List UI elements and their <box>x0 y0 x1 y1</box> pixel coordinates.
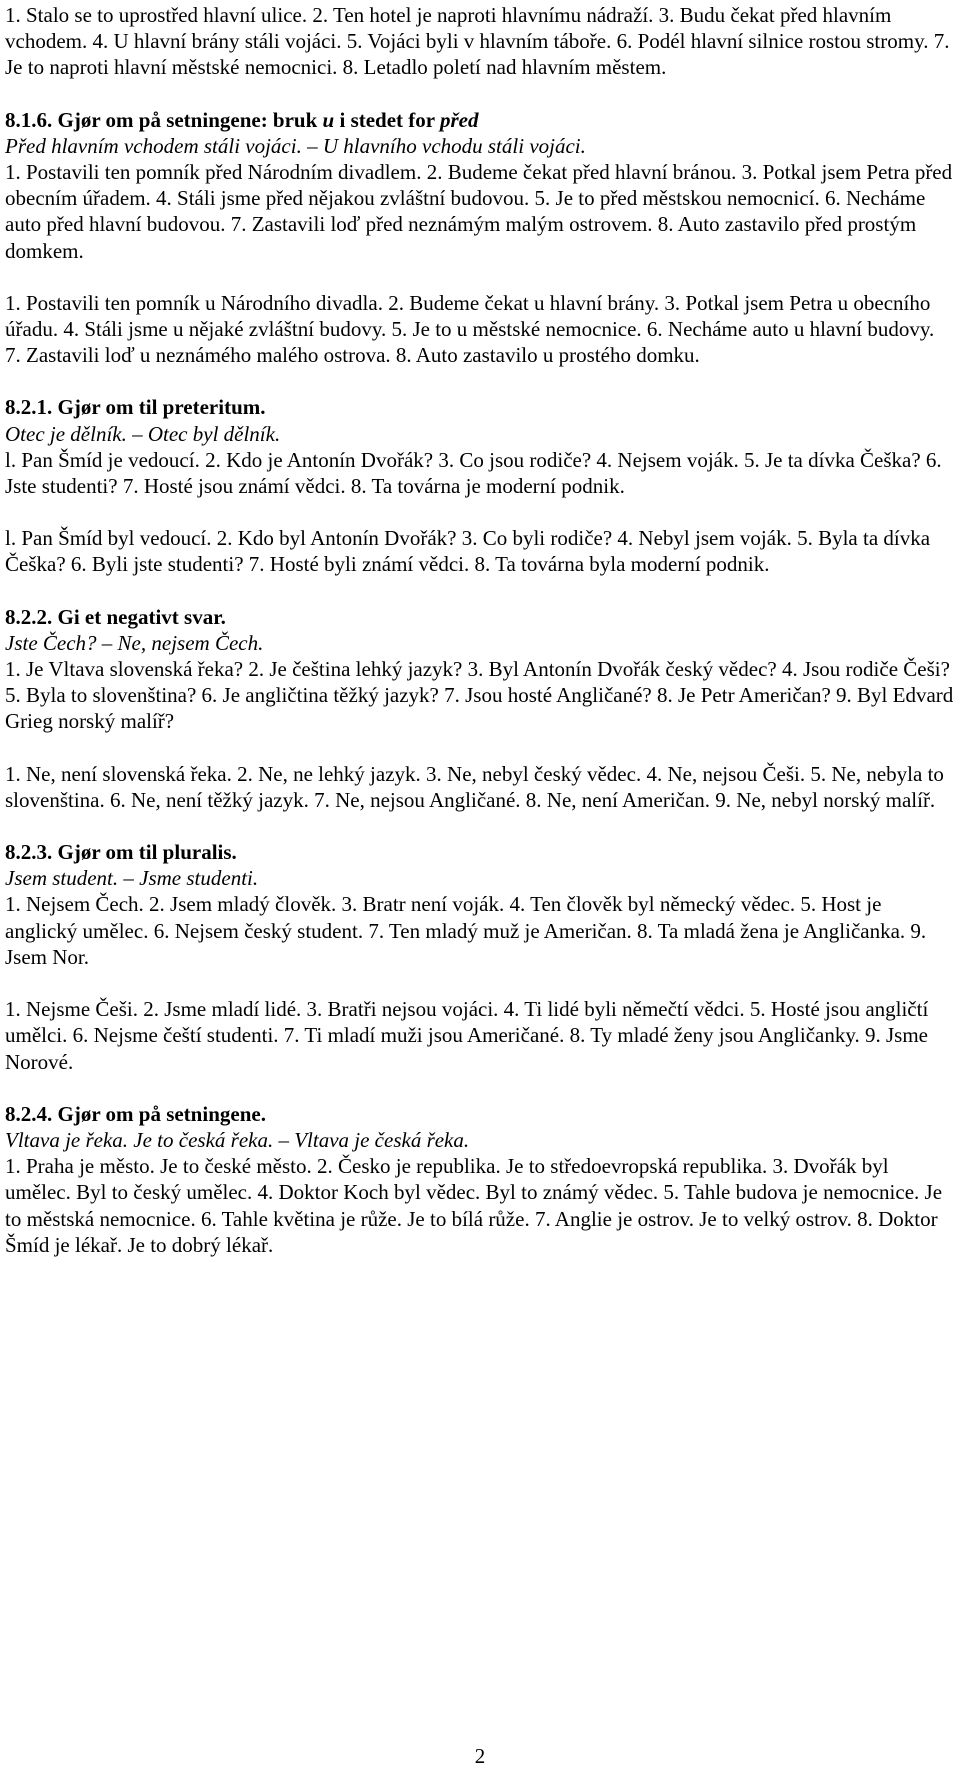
section-8-2-1-heading: 8.2.1. Gjør om til preteritum. <box>5 395 266 420</box>
section-8-2-1-example: Otec je dělník. – Otec byl dělník. <box>5 421 281 446</box>
document-page <box>5 2 955 1258</box>
section-8-2-1-exercise: l. Pan Šmíd je vedoucí. 2. Kdo je Antonín Dvořák? 3. Co jsou rodiče? 4. Nejsem voják. 5. Je ta dívka Češka? 6. Jste studenti? 7. Hosté jsou známí vědci. 8. Ta továrna je moderní podnik. <box>5 447 942 499</box>
section-title-keyword: u <box>322 107 335 132</box>
section-title-part: Gjør om på setningene: bruk <box>57 107 323 132</box>
section-8-2-3-exercise: 1. Nejsem Čech. 2. Jsem mladý člověk. 3. Bratr není voják. 4. Ten člověk byl německý vědec. 5. Host je anglický umělec. 6. Nejsem český student. 7. Ten mladý muž je Američan. 8. Ta mladá žena je Angličanka. 9. Jsem Nor. <box>5 892 927 969</box>
section-8-2-2-heading: 8.2.2. Gi et negativt svar. <box>5 604 226 629</box>
section-8-2-3-example: Jsem student. – Jsme studenti. <box>5 866 259 891</box>
page-number: 2 <box>474 1744 486 1768</box>
section-title-part: i stedet for <box>334 107 440 132</box>
section-8-2-3-heading: 8.2.3. Gjør om til pluralis. <box>5 840 237 865</box>
section-8-2-3-answers: 1. Nejsme Češi. 2. Jsme mladí lidé. 3. Bratři nejsou vojáci. 4. Ti lidé byli němečtí vědci. 5. Hosté jsou angličtí umělci. 6. Nejsme čeští studenti. 7. Ti mladí muži jsou Američané. 8. Ty mladé ženy jsou Angličanky. 9. Jsme Norové. <box>5 997 929 1074</box>
section-8-2-2-exercise: 1. Je Vltava slovenská řeka? 2. Je čeština lehký jazyk? 3. Byl Antonín Dvořák český vědec? 4. Jsou rodiče Češi? 5. Byla to slovenština? 6. Je angličtina těžký jazyk? 7. Jsou hosté Angličané? 8. Je Petr Američan? 9. Byl Edvard Grieg norský malíř? <box>5 657 954 734</box>
section-8-1-6-example: Před hlavním vchodem stáli vojáci. – U hlavního vchodu stáli vojáci. <box>5 133 586 158</box>
section-8-1-6-answers: 1. Postavili ten pomník u Národního divadla. 2. Budeme čekat u hlavní brány. 3. Potkal jsem Petra u obecního úřadu. 4. Stáli jsme u nějaké zvláštní budovy. 5. Je to u městské nemocnice. 6. Necháme auto u hlavní budovy. 7. Zastavili loď u neznámého malého ostrova. 8. Auto zastavilo u prostého domku. <box>5 290 935 368</box>
section-number: 8.1.6. <box>5 107 53 132</box>
section-8-1-6-exercise: 1. Postavili ten pomník před Národním divadlem. 2. Budeme čekat před hlavní bránou. 3. Potkal jsem Petra před obecním úřadem. 4. Stáli jsme před nějakou zvláštní budovou. 5. Je to před městskou nemocnicí. 6. Necháme auto před hlavní budovou. 7. Zastavili loď před neznámým malým ostrovem. 8. Auto zastavilo před prostým domkem. <box>5 160 953 263</box>
section-8-2-2-example: Jste Čech? – Ne, nejsem Čech. <box>5 630 264 655</box>
section-8-2-1-answers: l. Pan Šmíd byl vedoucí. 2. Kdo byl Antonín Dvořák? 3. Co byli rodiče? 4. Nebyl jsem voják. 5. Byla ta dívka Češka? 6. Byli jste studenti? 7. Hosté byli známí vědci. 8. Ta továrna byla moderní podnik. <box>5 526 931 577</box>
section-8-2-4-exercise: 1. Praha je město. Je to české město. 2. Česko je republika. Je to středoevropská republika. 3. Dvořák byl umělec. Byl to český umělec. 4. Doktor Koch byl vědec. Byl to známý vědec. 5. Tahle budova je nemocnice. Je to městská nemocnice. 6. Tahle květina je růže. Je to bílá růže. 7. Anglie je ostrov. Je to velký ostrov. 8. Doktor Šmíd je lékař. Je to dobrý lékař. <box>5 1154 943 1257</box>
section-8-2-4-heading: 8.2.4. Gjør om på setningene. <box>5 1101 266 1126</box>
section-title-keyword: před <box>439 107 479 132</box>
intro-answers: 1. Stalo se to uprostřed hlavní ulice. 2. Ten hotel je naproti hlavnímu nádraží. 3. Budu čekat před hlavním vchodem. 4. U hlavní brány stáli vojáci. 5. Vojáci byli v hlavním táboře. 6. Podél hlavní silnice rostou stromy. 7. Je to naproti hlavní městské nemocnici. 8. Letadlo poletí nad hlavním městem. <box>5 3 950 80</box>
section-8-2-2-answers: 1. Ne, není slovenská řeka. 2. Ne, ne lehký jazyk. 3. Ne, nebyl český vědec. 4. Ne, nejsou Češi. 5. Ne, nebyla to slovenština. 6. Ne, není těžký jazyk. 7. Ne, nejsou Angličané. 8. Ne, není Američan. 9. Ne, nebyl norský malíř. <box>5 761 944 812</box>
section-8-1-6-heading <box>5 107 955 133</box>
section-8-2-4-example: Vltava je řeka. Je to česká řeka. – Vltava je česká řeka. <box>5 1127 470 1152</box>
